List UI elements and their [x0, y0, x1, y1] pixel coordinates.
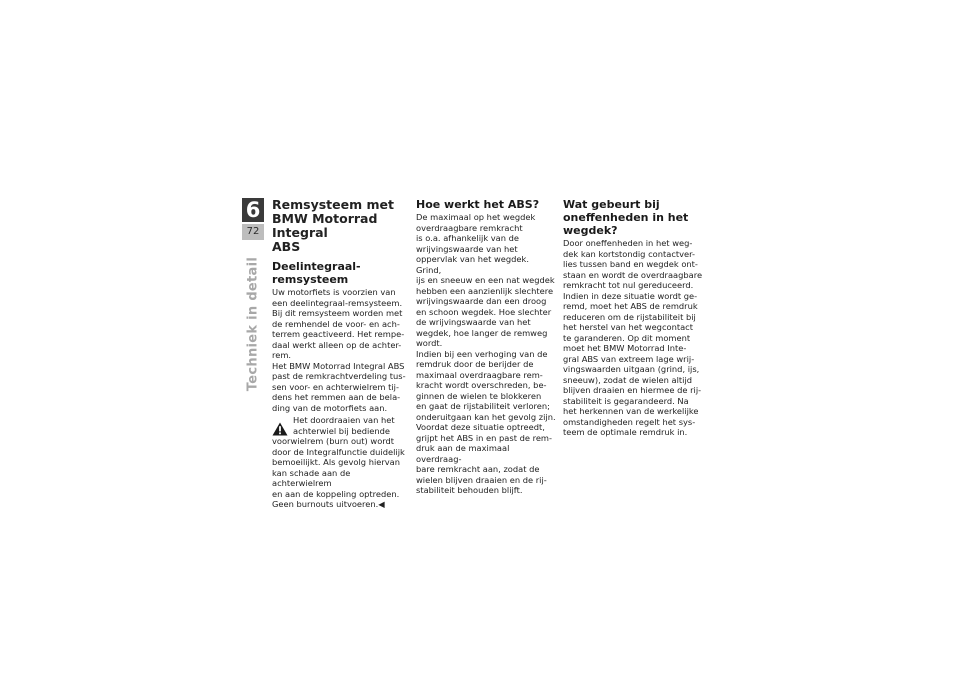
chapter-side-title: Techniek in detail: [245, 256, 261, 392]
paragraph: Uw motorfiets is voorzien van een deelintegraal-remsysteem. Bij dit remsysteem worden met de remhendel de voor- en ach- terrem geactiveerd. Het rempe- daal werkt alleen op de achter- rem. Het BMW Motorrad Integral ABS past de remkrachtverdeling tus- sen voor- en achterwielrem tij- dens het remmen aan de bela- ding van de motorfiets aan.: [272, 287, 406, 413]
chapter-number: 6: [242, 198, 264, 222]
column-how-abs-works: [416, 198, 556, 496]
column-brake-system: [272, 198, 412, 510]
warning-text: voorwielrem (burn out) wordt door de Integralfunctie duidelijk bemoeilijkt. Als gevolg hiervan kan schade aan de achterwielrem en aan de koppeling optreden. Geen burnouts uitvoeren.◀: [272, 436, 405, 509]
warning-triangle-icon: [272, 422, 288, 436]
section-heading: Hoe werkt het ABS?: [416, 198, 540, 211]
page-number: 72: [242, 224, 264, 240]
column-road-unevenness: [563, 198, 703, 438]
chapter-badge: [242, 198, 264, 240]
warning-text-lead: Het doordraaien van het achterwiel bij bediende: [293, 415, 395, 436]
paragraph: De maximaal op het wegdek overdraagbare remkracht is o.a. afhankelijk van de wrijvingswaarde van het oppervlak van het wegdek. Grind, ijs en sneeuw en een nat wegdek hebben een aanzienlijk slechtere wrijvingswaarde dan een droog en schoon wegdek. Hoe slechter de wrijvingswaarde van het wegdek, hoe langer de remweg wordt. Indien bij een verhoging van de remdruk door de berijder de maximaal overdraagbare rem- kracht wordt overschreden, be- ginnen de wielen te blokkeren en gaat de rijstabiliteit verloren; onderuitgaan kan het gevolg zijn. Voordat deze situatie optreedt, grijpt het ABS in en past de rem- druk aan de maximaal overdraag- bare remkracht aan, zodat de wielen blijven draaien en de rij- stabiliteit behouden blijft.: [416, 212, 556, 495]
warning-note: [272, 415, 412, 510]
paragraph: Door oneffenheden in het weg- dek kan kortstondig contactver- lies tussen band en wegdek ont- staan en wordt de overdraagbare remkracht tot nul gereduceerd. Indien in deze situatie wordt ge- remd, moet het ABS de remdruk reduceren om de rijstabiliteit bij het herstel van het wegcontact te garanderen. Op dit moment moet het BMW Motorrad Inte- gral ABS van extreem lage wrij- vingswaarden uitgaan (grind, ijs, sneeuw), zodat de wielen altijd blijven draaien en hiermee de rij- stabiliteit is gegarandeerd. Na het herkennen van de werkelijke omstandigheden regelt het sys- teem de optimale remdruk in.: [563, 238, 703, 437]
subsection-heading: Deelintegraal-remsysteem: [272, 260, 361, 286]
section-heading: Remsysteem met BMW Motorrad Integral ABS: [272, 197, 394, 254]
section-heading: Wat gebeurt bij oneffenheden in het wegdek?: [563, 198, 689, 237]
